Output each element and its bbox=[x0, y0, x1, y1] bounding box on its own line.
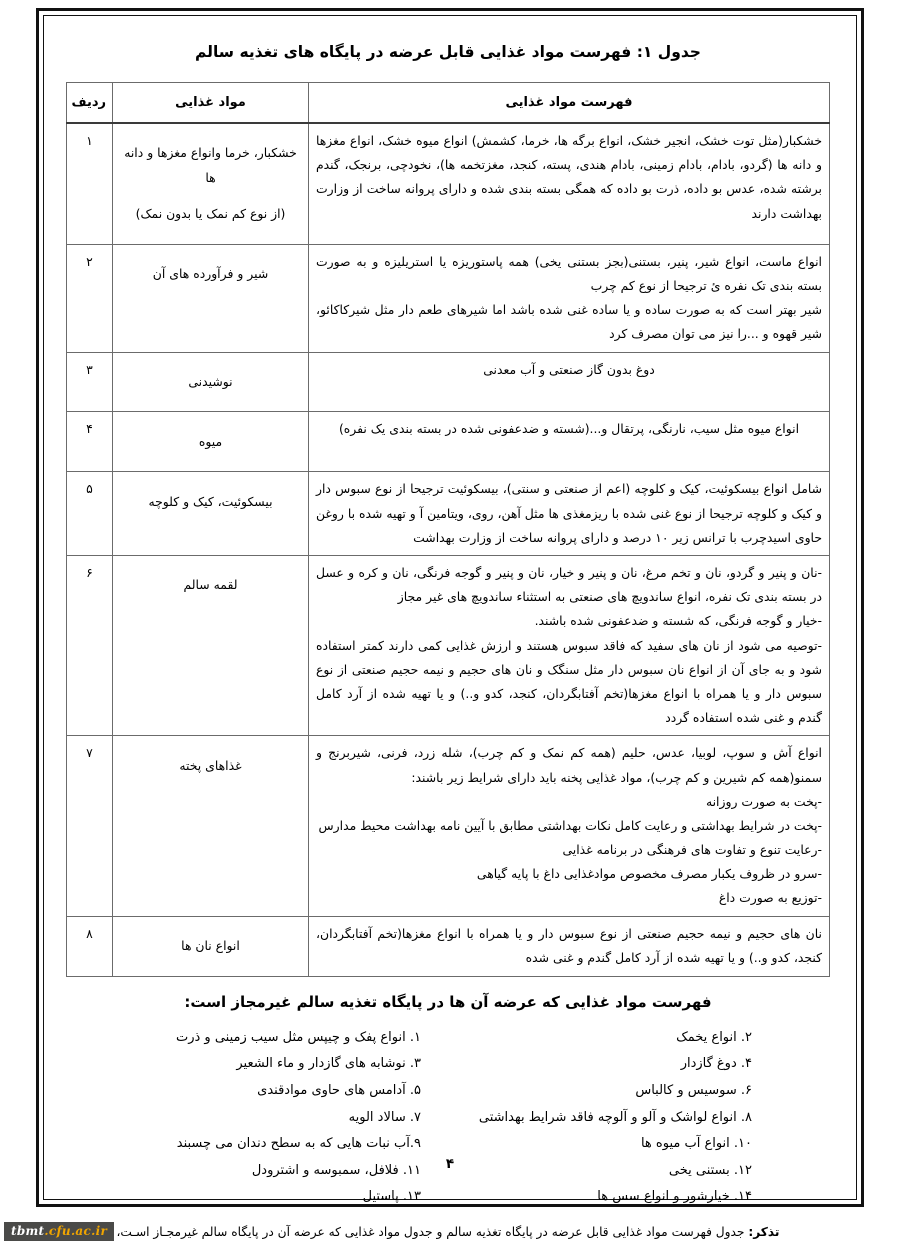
banned-foods-list bbox=[138, 1025, 758, 1211]
list-item: ۴. دوغ گازدار bbox=[680, 1056, 752, 1072]
cell-description: نان های حجیم و نیمه حجیم صنعتی از نوع سبوس دار و یا همراه با انواع مغزها(تخم آفتابگردان، کنجد، کدو و..) و یا تهیه شده از آرد کامل گندم و غنی شده bbox=[309, 916, 830, 976]
list-item: ۱۲. بستنی یخی bbox=[668, 1162, 752, 1178]
cell-category: بیسکوئیت، کیک و کلوچه bbox=[113, 472, 309, 556]
document-body bbox=[66, 32, 830, 1244]
table-row bbox=[67, 412, 830, 472]
footer-note-text: جدول فهرست مواد غذایی قابل عرضه در پایگاه تغذیه سالم و جدول مواد غذایی که عرضه آن در پایگاه سالم غیرمجـاز اسـت، bbox=[116, 1225, 745, 1240]
cell-row-number: ۱ bbox=[67, 123, 113, 244]
cell-description: انواع آش و سوپ، لوبیا، عدس، حلیم (همه کم نمک و کم چرب)، شله زرد، فرنی، شیربرنج و سمنو(همه کم شیرین و کم چرب)، مواد غذایی پخنه باید دارای شرایط زیر باشند: -پخت به صورت روزانه -پخت در شرایط بهداشتی و رعایت کامل نکات بهداشتی مطابق با آیین نامه بهداشت محیط مدارس -رعایت تنوع و تفاوت های فرهنگی در برنامه غذایی -سرو در ظروف یکبار مصرف مخصوص موادغذایی داغ با پایه گیاهی -توزیع به صورت داغ bbox=[309, 736, 830, 916]
list-item: ۱۴. خیارشور و انواع سس ها bbox=[597, 1189, 752, 1205]
list-item: ۲. انواع یخمک bbox=[676, 1029, 752, 1045]
cell-category: شیر و فرآورده های آن bbox=[113, 244, 309, 352]
cell-row-number: ۴ bbox=[67, 412, 113, 472]
cell-row-number: ۲ bbox=[67, 244, 113, 352]
cell-description: شامل انواع بیسکوئیت، کیک و کلوچه (اعم از صنعتی و سنتی)، بیسکوئیت ترجیحا از نوع سبوس دار و کیک و کلوچه ترجیحا از نوع غنی شده با ریزمغذی ها مثل آهن، روی، ویتامین آ و تهیه شده با روغن حاوی اسیدچرب با ترانس زیر ۱۰ درصد و دارای پروانه ساخت از وزارت بهداشت bbox=[309, 472, 830, 556]
cell-row-number: ۵ bbox=[67, 472, 113, 556]
banned-list-right-column bbox=[138, 1025, 455, 1211]
cell-description: -نان و پنیر و گردو، نان و تخم مرغ، نان و پنیر و خیار، نان و پنیر و گوجه فرنگی، نان و کره و عسل در بسته بندی تک نفره، انواع ساندویچ های صنعتی به استثناء ساندویچ های غیر مجاز -خیار و گوجه فرنگی، که شسته و ضدعفونی شده باشند. -توصیه می شود از نان های سفید که فاقد سبوس هستند و ارزش غذایی کمی دارند کمتر استفاده شود و به جای آن از انواع نان سبوس دار مثل سنگک و نان های حجیم و نیمه حجیم صنعتی از نوع سبوس دار و یا همراه با انواع مغزها(تخم آفتابگردان، کنجد، کدو و..) و یا تهیه شده از آرد کامل گندم و غنی شده استفاده گردد bbox=[309, 556, 830, 736]
list-item: ۵. آدامس های حاوی موادقندی bbox=[257, 1082, 421, 1098]
list-item: ۹.آب نبات هایی که به سطح دندان می چسبند bbox=[176, 1136, 421, 1152]
list-item: ۱. انواع پفک و چیپس مثل سیب زمینی و ذرت bbox=[175, 1029, 421, 1045]
banned-foods-heading: فهرست مواد غذایی که عرضه آن ها در پایگاه تغذیه سالم غیرمجاز است: bbox=[184, 992, 712, 1011]
cell-description: خشکبار(مثل توت خشک، انجیر خشک، انواع برگه ها، خرما، کشمش) انواع میوه خشک، انواع مغزها و دانه ها (گردو، بادام، بادام زمینی، بادام هندی، پسته، کنجد، مغزتخمه ها)، نخودچی، برنجک، گندم برشته شده، عدس بو داده، ذرت بو داده که همگی بسته بندی شده و دارای پروانه ساخت از وزارت بهداشت دارند bbox=[309, 123, 830, 244]
table-row bbox=[67, 556, 830, 736]
table-row bbox=[67, 736, 830, 916]
site-watermark bbox=[4, 1222, 114, 1241]
column-header-description: فهرست مواد غذایی bbox=[309, 82, 830, 123]
cell-category: انواع نان ها bbox=[113, 916, 309, 976]
list-item: ۳. نوشابه های گازدار و ماء الشعیر bbox=[236, 1056, 421, 1072]
banned-list-left-column bbox=[469, 1025, 758, 1211]
list-item: ۶. سوسیس و کالباس bbox=[635, 1082, 752, 1098]
cell-row-number: ۶ bbox=[67, 556, 113, 736]
footer-note-label: تذکر: bbox=[748, 1225, 780, 1240]
table-row bbox=[67, 244, 830, 352]
watermark-prefix: tbmt bbox=[11, 1224, 45, 1238]
list-item: ۷. سالاد الویه bbox=[348, 1109, 421, 1125]
table-row bbox=[67, 916, 830, 976]
list-item: ۸. انواع لواشک و آلو و آلوچه فاقد شرایط بهداشتی bbox=[478, 1109, 752, 1125]
cell-category: غذاهای پخته bbox=[113, 736, 309, 916]
cell-row-number: ۸ bbox=[67, 916, 113, 976]
cell-row-number: ۷ bbox=[67, 736, 113, 916]
table-header bbox=[67, 82, 830, 123]
watermark-suffix: .cfu.ac.ir bbox=[44, 1224, 108, 1238]
cell-category: لقمه سالم bbox=[113, 556, 309, 736]
footer-note bbox=[84, 1221, 812, 1244]
cell-category: میوه bbox=[113, 412, 309, 472]
table-header-row bbox=[67, 82, 830, 123]
cell-description: دوغ بدون گاز صنعتی و آب معدنی bbox=[309, 352, 830, 412]
cell-category: نوشیدنی bbox=[113, 352, 309, 412]
cell-description: انواع ماست، انواع شیر، پنیر، بستنی(بجز بستنی یخی) همه پاستوریزه یا استریلیزه و به صورت بسته بندی تک نفره ئ ترجیحا از نوع کم چرب شیر بهتر است که به صورت ساده و یا ساده غنی شده باشد اما شیرهای طعم دار مثل شیرکاکائو، شیر قهوه و ...را نیز می توان مصرف کرد bbox=[309, 244, 830, 352]
table-row bbox=[67, 352, 830, 412]
page-title: جدول ۱: فهرست مواد غذایی قابل عرضه در پایگاه های تغذیه سالم bbox=[195, 43, 701, 61]
column-header-num: ردیف bbox=[67, 82, 113, 123]
page-number: ۴ bbox=[445, 1156, 455, 1172]
list-item: ۱۳. پاستیل bbox=[362, 1189, 421, 1205]
column-header-category: مواد غذایی bbox=[113, 82, 309, 123]
permitted-foods-table bbox=[66, 82, 830, 977]
table-body bbox=[67, 123, 830, 976]
list-item: ۱۱. فلافل، سمبوسه و اشترودل bbox=[251, 1162, 421, 1178]
table-row bbox=[67, 472, 830, 556]
list-item: ۱۰. انواع آب میوه ها bbox=[640, 1136, 752, 1152]
table-row bbox=[67, 123, 830, 244]
cell-row-number: ۳ bbox=[67, 352, 113, 412]
cell-category: خشکبار، خرما وانواع مغزها و دانه ها (از نوع کم نمک یا بدون نمک) bbox=[113, 123, 309, 244]
cell-description: انواع میوه مثل سیب، نارنگی، پرتقال و...(شسته و ضدعفونی شده در بسته بندی یک نفره) bbox=[309, 412, 830, 472]
